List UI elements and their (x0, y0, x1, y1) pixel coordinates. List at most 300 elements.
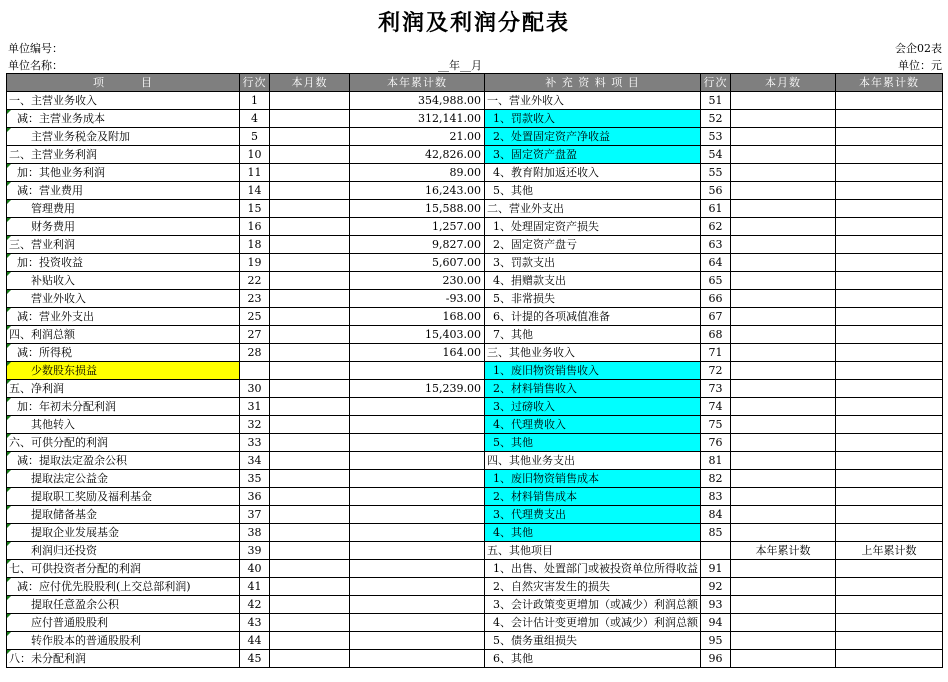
row-supplement-ytd[interactable] (836, 596, 943, 614)
row-line[interactable]: 18 (240, 236, 270, 254)
row-item[interactable]: 补贴收入 (7, 272, 240, 290)
row-supplement-month[interactable] (731, 650, 836, 668)
row-ytd[interactable] (350, 614, 485, 632)
row-supplement-ytd[interactable] (836, 218, 943, 236)
row-supplement-month[interactable] (731, 452, 836, 470)
row-ytd[interactable]: 312,141.00 (350, 110, 485, 128)
row-supplement-item[interactable]: 四、其他业务支出 (485, 452, 701, 470)
row-ytd[interactable]: 1,257.00 (350, 218, 485, 236)
row-line[interactable]: 23 (240, 290, 270, 308)
row-item[interactable]: 提取储备基金 (7, 506, 240, 524)
row-supplement-line[interactable]: 94 (701, 614, 731, 632)
table-row (7, 110, 943, 128)
row-supplement-item[interactable]: 2、处置固定资产净收益 (485, 128, 701, 146)
table-row (7, 524, 943, 542)
row-month[interactable] (270, 308, 350, 326)
unit-code-label: 单位编号： (8, 42, 63, 55)
row-supplement-item[interactable]: 4、捐赠款支出 (485, 272, 701, 290)
row-supplement-line[interactable]: 73 (701, 380, 731, 398)
row-supplement-ytd[interactable] (836, 506, 943, 524)
row-supplement-month[interactable] (731, 308, 836, 326)
row-supplement-month[interactable] (731, 200, 836, 218)
table-row (7, 506, 943, 524)
row-item[interactable]: 应付普通股股利 (7, 614, 240, 632)
row-line[interactable] (240, 362, 270, 380)
row-supplement-ytd[interactable] (836, 308, 943, 326)
row-supplement-item[interactable]: 5、其他 (485, 434, 701, 452)
table-row (7, 398, 943, 416)
row-line[interactable]: 42 (240, 596, 270, 614)
row-ytd[interactable] (350, 488, 485, 506)
row-supplement-item[interactable]: 2、固定资产盘亏 (485, 236, 701, 254)
row-supplement-ytd[interactable] (836, 416, 943, 434)
row-month[interactable] (270, 128, 350, 146)
row-month[interactable] (270, 254, 350, 272)
row-supplement-line[interactable]: 52 (701, 110, 731, 128)
row-supplement-line[interactable]: 96 (701, 650, 731, 668)
row-line[interactable]: 35 (240, 470, 270, 488)
row-item[interactable]: 提取企业发展基金 (7, 524, 240, 542)
row-item[interactable]: 八：未分配利润 (7, 650, 240, 668)
unit-name-label: 单位名称： (8, 59, 63, 72)
row-ytd[interactable] (350, 470, 485, 488)
row-ytd[interactable] (350, 524, 485, 542)
row-ytd[interactable] (350, 362, 485, 380)
row-supplement-ytd[interactable]: 上年累计数 (836, 542, 943, 560)
row-line[interactable]: 31 (240, 398, 270, 416)
row-supplement-line[interactable]: 92 (701, 578, 731, 596)
row-supplement-line[interactable]: 81 (701, 452, 731, 470)
row-supplement-month[interactable] (731, 434, 836, 452)
row-month[interactable] (270, 506, 350, 524)
row-line[interactable]: 45 (240, 650, 270, 668)
row-month[interactable] (270, 110, 350, 128)
row-ytd[interactable]: 15,239.00 (350, 380, 485, 398)
row-supplement-ytd[interactable] (836, 164, 943, 182)
table-row (7, 560, 943, 578)
row-line[interactable]: 10 (240, 146, 270, 164)
row-supplement-ytd[interactable] (836, 128, 943, 146)
row-month[interactable] (270, 344, 350, 362)
row-item[interactable]: 转作股本的普通股股利 (7, 632, 240, 650)
row-ytd[interactable]: 9,827.00 (350, 236, 485, 254)
row-supplement-ytd[interactable] (836, 524, 943, 542)
row-supplement-item[interactable]: 6、其他 (485, 650, 701, 668)
row-month[interactable] (270, 146, 350, 164)
row-supplement-item[interactable]: 1、罚款收入 (485, 110, 701, 128)
row-line[interactable]: 19 (240, 254, 270, 272)
row-ytd[interactable]: 89.00 (350, 164, 485, 182)
table-row (7, 254, 943, 272)
row-month[interactable] (270, 398, 350, 416)
row-item[interactable]: 减：营业费用 (7, 182, 240, 200)
header-supplement-ytd: 本年累计数 (836, 74, 943, 92)
row-item[interactable]: 管理费用 (7, 200, 240, 218)
row-month[interactable] (270, 236, 350, 254)
table-row (7, 578, 943, 596)
row-line[interactable]: 44 (240, 632, 270, 650)
row-supplement-line[interactable]: 76 (701, 434, 731, 452)
header-row (7, 74, 943, 92)
row-supplement-line[interactable]: 72 (701, 362, 731, 380)
row-line[interactable]: 39 (240, 542, 270, 560)
row-supplement-line[interactable]: 63 (701, 236, 731, 254)
table-row (7, 92, 943, 110)
row-supplement-item[interactable]: 1、废旧物资销售收入 (485, 362, 701, 380)
row-supplement-month[interactable] (731, 110, 836, 128)
row-ytd[interactable] (350, 452, 485, 470)
table-row (7, 182, 943, 200)
row-ytd[interactable] (350, 542, 485, 560)
row-supplement-month[interactable] (731, 524, 836, 542)
row-month[interactable] (270, 362, 350, 380)
row-month[interactable] (270, 578, 350, 596)
row-supplement-line[interactable]: 85 (701, 524, 731, 542)
table-row (7, 488, 943, 506)
row-supplement-line[interactable]: 66 (701, 290, 731, 308)
row-item[interactable]: 减：主营业务成本 (7, 110, 240, 128)
row-supplement-month[interactable] (731, 236, 836, 254)
row-supplement-item[interactable]: 1、废旧物资销售成本 (485, 470, 701, 488)
row-ytd[interactable]: -93.00 (350, 290, 485, 308)
row-supplement-item[interactable]: 1、出售、处置部门或被投资单位所得收益 (485, 560, 701, 578)
row-supplement-item[interactable]: 三、其他业务收入 (485, 344, 701, 362)
table-row (7, 272, 943, 290)
row-month[interactable] (270, 326, 350, 344)
row-supplement-line[interactable]: 61 (701, 200, 731, 218)
row-supplement-line[interactable]: 83 (701, 488, 731, 506)
row-month[interactable] (270, 200, 350, 218)
row-supplement-month[interactable] (731, 92, 836, 110)
row-item[interactable]: 减：提取法定盈余公积 (7, 452, 240, 470)
row-supplement-line[interactable]: 93 (701, 596, 731, 614)
row-item[interactable]: 五、净利润 (7, 380, 240, 398)
row-supplement-line[interactable] (701, 542, 731, 560)
row-line[interactable]: 25 (240, 308, 270, 326)
table-row (7, 146, 943, 164)
row-line[interactable]: 1 (240, 92, 270, 110)
row-item[interactable]: 六、可供分配的利润 (7, 434, 240, 452)
row-supplement-month[interactable] (731, 416, 836, 434)
period-text: __年__月 (438, 59, 482, 72)
row-month[interactable] (270, 650, 350, 668)
row-supplement-item[interactable]: 3、过磅收入 (485, 398, 701, 416)
row-month[interactable] (270, 218, 350, 236)
row-supplement-month[interactable] (731, 254, 836, 272)
row-line[interactable]: 15 (240, 200, 270, 218)
row-supplement-item[interactable]: 3、代理费支出 (485, 506, 701, 524)
row-line[interactable]: 30 (240, 380, 270, 398)
row-supplement-ytd[interactable] (836, 92, 943, 110)
row-supplement-month[interactable] (731, 218, 836, 236)
table-row (7, 596, 943, 614)
row-month[interactable] (270, 596, 350, 614)
table-row (7, 650, 943, 668)
row-supplement-item[interactable]: 4、代理费收入 (485, 416, 701, 434)
row-ytd[interactable]: 168.00 (350, 308, 485, 326)
row-supplement-item[interactable]: 6、计提的各项减值准备 (485, 308, 701, 326)
row-supplement-item[interactable]: 5、债务重组损失 (485, 632, 701, 650)
row-ytd[interactable] (350, 434, 485, 452)
header-item: 项 目 (7, 74, 240, 92)
row-supplement-month[interactable] (731, 272, 836, 290)
row-supplement-month[interactable] (731, 128, 836, 146)
row-supplement-month[interactable] (731, 488, 836, 506)
row-supplement-line[interactable]: 74 (701, 398, 731, 416)
row-supplement-month[interactable] (731, 182, 836, 200)
table-row (7, 362, 943, 380)
header-ytd: 本年累计数 (350, 74, 485, 92)
table-row (7, 614, 943, 632)
row-ytd[interactable] (350, 506, 485, 524)
row-supplement-item[interactable]: 3、罚款支出 (485, 254, 701, 272)
row-supplement-month[interactable] (731, 398, 836, 416)
row-supplement-ytd[interactable] (836, 272, 943, 290)
row-supplement-ytd[interactable] (836, 578, 943, 596)
row-supplement-month[interactable] (731, 326, 836, 344)
row-supplement-month[interactable] (731, 290, 836, 308)
row-ytd[interactable] (350, 398, 485, 416)
row-supplement-item[interactable]: 4、其他 (485, 524, 701, 542)
row-supplement-item[interactable]: 1、处理固定资产损失 (485, 218, 701, 236)
row-item[interactable]: 三、营业利润 (7, 236, 240, 254)
row-item[interactable]: 营业外收入 (7, 290, 240, 308)
row-item[interactable]: 提取法定公益金 (7, 470, 240, 488)
row-ytd[interactable]: 5,607.00 (350, 254, 485, 272)
table-row (7, 632, 943, 650)
row-supplement-ytd[interactable] (836, 344, 943, 362)
row-line[interactable]: 36 (240, 488, 270, 506)
row-supplement-line[interactable]: 95 (701, 632, 731, 650)
row-ytd[interactable]: 21.00 (350, 128, 485, 146)
table-row (7, 344, 943, 362)
row-ytd[interactable]: 230.00 (350, 272, 485, 290)
header-supplement-line: 行次 (701, 74, 731, 92)
row-ytd[interactable] (350, 596, 485, 614)
row-line[interactable]: 38 (240, 524, 270, 542)
row-month[interactable] (270, 380, 350, 398)
row-item[interactable]: 提取职工奖励及福利基金 (7, 488, 240, 506)
row-line[interactable]: 4 (240, 110, 270, 128)
row-supplement-line[interactable]: 56 (701, 182, 731, 200)
row-item[interactable]: 加：投资收益 (7, 254, 240, 272)
row-supplement-line[interactable]: 71 (701, 344, 731, 362)
row-supplement-month[interactable]: 本年累计数 (731, 542, 836, 560)
row-ytd[interactable]: 42,826.00 (350, 146, 485, 164)
row-line[interactable]: 14 (240, 182, 270, 200)
table-body (7, 92, 943, 668)
header-month: 本月数 (270, 74, 350, 92)
row-month[interactable] (270, 272, 350, 290)
row-month[interactable] (270, 164, 350, 182)
table-row (7, 218, 943, 236)
row-ytd[interactable]: 15,403.00 (350, 326, 485, 344)
profit-table (6, 73, 943, 668)
row-supplement-line[interactable]: 51 (701, 92, 731, 110)
row-ytd[interactable]: 16,243.00 (350, 182, 485, 200)
row-month[interactable] (270, 92, 350, 110)
row-month[interactable] (270, 488, 350, 506)
row-line[interactable]: 27 (240, 326, 270, 344)
row-supplement-ytd[interactable] (836, 200, 943, 218)
row-supplement-line[interactable]: 91 (701, 560, 731, 578)
row-supplement-item[interactable]: 5、非常损失 (485, 290, 701, 308)
row-supplement-item[interactable]: 二、营业外支出 (485, 200, 701, 218)
row-supplement-line[interactable]: 82 (701, 470, 731, 488)
row-line[interactable]: 43 (240, 614, 270, 632)
row-supplement-ytd[interactable] (836, 254, 943, 272)
row-supplement-line[interactable]: 62 (701, 218, 731, 236)
row-supplement-month[interactable] (731, 614, 836, 632)
row-line[interactable]: 32 (240, 416, 270, 434)
form-code: 会企02表 (895, 42, 942, 55)
table-row (7, 308, 943, 326)
row-month[interactable] (270, 542, 350, 560)
table-row (7, 326, 943, 344)
row-supplement-line[interactable]: 68 (701, 326, 731, 344)
row-line[interactable]: 28 (240, 344, 270, 362)
row-item[interactable]: 加：年初未分配利润 (7, 398, 240, 416)
row-supplement-item[interactable]: 3、会计政策变更增加（或减少）利润总额 (485, 596, 701, 614)
row-month[interactable] (270, 434, 350, 452)
row-supplement-month[interactable] (731, 632, 836, 650)
row-item[interactable]: 主营业务税金及附加 (7, 128, 240, 146)
row-supplement-item[interactable]: 2、自然灾害发生的损失 (485, 578, 701, 596)
row-supplement-month[interactable] (731, 362, 836, 380)
row-line[interactable]: 5 (240, 128, 270, 146)
row-supplement-month[interactable] (731, 578, 836, 596)
row-supplement-month[interactable] (731, 164, 836, 182)
row-ytd[interactable] (350, 632, 485, 650)
table-row (7, 200, 943, 218)
row-supplement-item[interactable]: 五、其他项目 (485, 542, 701, 560)
row-item[interactable]: 其他转入 (7, 416, 240, 434)
row-ytd[interactable] (350, 416, 485, 434)
row-line[interactable]: 33 (240, 434, 270, 452)
row-month[interactable] (270, 290, 350, 308)
row-ytd[interactable]: 15,588.00 (350, 200, 485, 218)
row-supplement-ytd[interactable] (836, 632, 943, 650)
row-supplement-ytd[interactable] (836, 326, 943, 344)
table-row (7, 290, 943, 308)
row-supplement-month[interactable] (731, 596, 836, 614)
row-supplement-item[interactable]: 4、会计估计变更增加（或减少）利润总额 (485, 614, 701, 632)
table-row (7, 452, 943, 470)
row-supplement-ytd[interactable] (836, 146, 943, 164)
row-item[interactable]: 减：营业外支出 (7, 308, 240, 326)
table-row (7, 380, 943, 398)
row-supplement-item[interactable]: 2、材料销售成本 (485, 488, 701, 506)
row-month[interactable] (270, 182, 350, 200)
row-item[interactable]: 加：其他业务利润 (7, 164, 240, 182)
row-supplement-line[interactable]: 67 (701, 308, 731, 326)
row-supplement-ytd[interactable] (836, 380, 943, 398)
row-item[interactable]: 少数股东损益 (7, 362, 240, 380)
table-row (7, 542, 943, 560)
row-supplement-month[interactable] (731, 506, 836, 524)
row-supplement-line[interactable]: 64 (701, 254, 731, 272)
row-supplement-ytd[interactable] (836, 398, 943, 416)
table-row (7, 470, 943, 488)
row-supplement-ytd[interactable] (836, 110, 943, 128)
row-month[interactable] (270, 614, 350, 632)
row-supplement-line[interactable]: 53 (701, 128, 731, 146)
row-ytd[interactable]: 354,988.00 (350, 92, 485, 110)
row-supplement-item[interactable]: 7、其他 (485, 326, 701, 344)
row-item[interactable]: 减：应付优先股股利(上交总部利润) (7, 578, 240, 596)
table-row (7, 434, 943, 452)
row-line[interactable]: 40 (240, 560, 270, 578)
row-supplement-line[interactable]: 65 (701, 272, 731, 290)
row-item[interactable]: 利润归还投资 (7, 542, 240, 560)
row-supplement-ytd[interactable] (836, 488, 943, 506)
row-supplement-line[interactable]: 84 (701, 506, 731, 524)
row-ytd[interactable] (350, 650, 485, 668)
row-line[interactable]: 34 (240, 452, 270, 470)
row-item[interactable]: 财务费用 (7, 218, 240, 236)
row-month[interactable] (270, 632, 350, 650)
row-month[interactable] (270, 470, 350, 488)
row-line[interactable]: 11 (240, 164, 270, 182)
row-supplement-ytd[interactable] (836, 362, 943, 380)
row-supplement-ytd[interactable] (836, 452, 943, 470)
unit-label: 单位：元 (898, 59, 942, 72)
row-supplement-month[interactable] (731, 470, 836, 488)
row-ytd[interactable]: 164.00 (350, 344, 485, 362)
row-supplement-item[interactable]: 3、固定资产盘盈 (485, 146, 701, 164)
row-item[interactable]: 一、主营业务收入 (7, 92, 240, 110)
row-supplement-month[interactable] (731, 344, 836, 362)
row-supplement-ytd[interactable] (836, 650, 943, 668)
row-line[interactable]: 41 (240, 578, 270, 596)
row-supplement-item[interactable]: 5、其他 (485, 182, 701, 200)
row-month[interactable] (270, 452, 350, 470)
row-line[interactable]: 16 (240, 218, 270, 236)
row-month[interactable] (270, 524, 350, 542)
row-item[interactable]: 减：所得税 (7, 344, 240, 362)
row-supplement-ytd[interactable] (836, 470, 943, 488)
row-supplement-ytd[interactable] (836, 434, 943, 452)
row-supplement-ytd[interactable] (836, 560, 943, 578)
row-supplement-ytd[interactable] (836, 236, 943, 254)
row-supplement-ytd[interactable] (836, 290, 943, 308)
row-supplement-month[interactable] (731, 560, 836, 578)
row-supplement-item[interactable]: 4、教育附加返还收入 (485, 164, 701, 182)
page-title: 利润及利润分配表 (377, 10, 570, 36)
row-ytd[interactable] (350, 578, 485, 596)
row-supplement-month[interactable] (731, 380, 836, 398)
row-month[interactable] (270, 560, 350, 578)
row-supplement-line[interactable]: 55 (701, 164, 731, 182)
row-supplement-line[interactable]: 54 (701, 146, 731, 164)
row-item[interactable]: 提取任意盈余公积 (7, 596, 240, 614)
row-supplement-line[interactable]: 75 (701, 416, 731, 434)
row-item[interactable]: 四、利润总额 (7, 326, 240, 344)
row-line[interactable]: 22 (240, 272, 270, 290)
row-line[interactable]: 37 (240, 506, 270, 524)
row-item[interactable]: 七、可供投资者分配的利润 (7, 560, 240, 578)
row-supplement-ytd[interactable] (836, 182, 943, 200)
row-month[interactable] (270, 416, 350, 434)
row-supplement-item[interactable]: 一、营业外收入 (485, 92, 701, 110)
row-item[interactable]: 二、主营业务利润 (7, 146, 240, 164)
row-ytd[interactable] (350, 560, 485, 578)
table-row (7, 236, 943, 254)
row-supplement-item[interactable]: 2、材料销售收入 (485, 380, 701, 398)
row-supplement-ytd[interactable] (836, 614, 943, 632)
row-supplement-month[interactable] (731, 146, 836, 164)
table-row (7, 164, 943, 182)
